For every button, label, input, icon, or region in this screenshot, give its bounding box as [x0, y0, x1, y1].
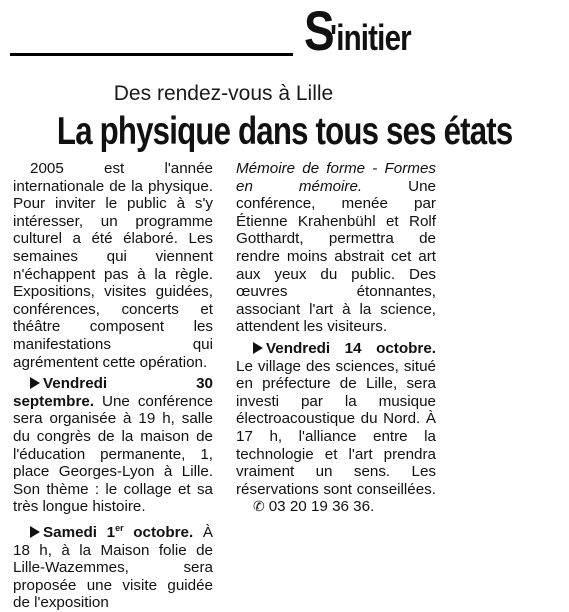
event-2-body-part2: Une conférence, menée par Étienne Krahenbühl et Rolf Gotthardt, permettra de rendre moins abstrait cet art aux yeux du public. Des œuvres étonnantes, associant l'art à la science, attendent les visiteurs. [236, 177, 436, 336]
phone-icon: ✆ [253, 498, 265, 515]
section-initial: S [304, 0, 333, 62]
article-title: La physique dans tous ses états [56, 110, 513, 153]
event-2-continued [236, 160, 436, 336]
bullet-triangle-icon [30, 526, 40, 538]
section-name: 'initier [330, 17, 412, 58]
event-1-body: Une conférence sera organisée à 19 h, salle du congrès de la maison de l'éducation permanente, 1, place Georges-Lyon à Lille. Son thème : le collage et sa très longue histoire. [13, 392, 213, 516]
article-title-wrap [0, 110, 513, 154]
intro-paragraph: 2005 est l'année internationale de la physique. Pour inviter le public à s'y intéresser, un programme culturel a été élaboré. Les semaines qui viennent n'échappent pas à la règle. Expositions, visites guidées, conférences, concerts et théâtre composent les manifestations qui agrémentent cette opération. [13, 160, 213, 371]
event-2-lead-suffix: octobre. [133, 523, 194, 541]
event-paragraph-3 [236, 340, 436, 516]
section-tag [304, 2, 429, 60]
bullet-triangle-icon [30, 377, 40, 389]
column-right [236, 160, 436, 516]
event-3-phone: 03 20 19 36 36. [268, 498, 375, 516]
event-2-lead [43, 524, 193, 541]
column-left [13, 160, 213, 612]
event-paragraph-2 [13, 520, 213, 612]
event-paragraph-1 [13, 375, 213, 516]
header-rule [10, 53, 293, 56]
event-2-body-part1: À 18 h, à la Maison folie de Lille-Wazemmes, sera proposée une visite guidée de l'exposition [13, 523, 213, 612]
article-kicker: Des rendez-vous à Lille [113, 82, 334, 105]
event-3-lead: Vendredi 14 octobre. [266, 339, 436, 357]
event-2-lead-sup: er [115, 522, 124, 533]
event-3-body: Le village des sciences, situé en préfecture de Lille, sera investi par la musique électroacoustique du Nord. À 17 h, l'alliance entre la technologie et l'art prendra vraiment un sens. Les réservations sont conseillées. [236, 357, 436, 498]
event-2-exhibition-title: Mémoire de forme - Formes en mémoire. [236, 160, 436, 195]
bullet-triangle-icon [253, 342, 263, 354]
event-2-lead-prefix: Samedi 1 [43, 523, 116, 541]
event-1-lead: Vendredi 30 septembre. [13, 375, 213, 410]
